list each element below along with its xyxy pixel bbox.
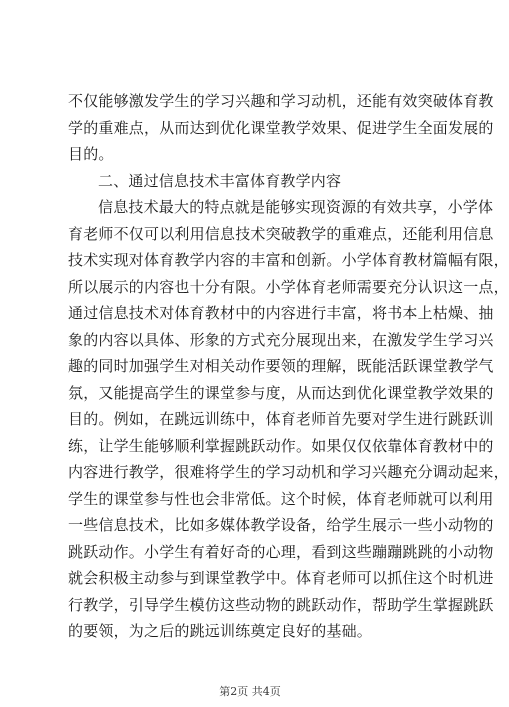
text-line: 氛，又能提高学生的课堂参与度，从而达到优化课堂教学效果的 — [68, 383, 494, 402]
section-heading: 二、通过信息技术丰富体育教学内容 — [98, 171, 342, 190]
text-line: 行教学，引导学生模仿这些动物的跳跃动作，帮助学生掌握跳跃 — [68, 595, 494, 614]
page-footer: 第2页 共4页 — [219, 685, 281, 698]
text-line: 育老师不仅可以利用信息技术突破教学的重难点，还能利用信息 — [68, 224, 494, 243]
text-line: 技术实现对体育教学内容的丰富和创新。小学体育教材篇幅有限， — [68, 251, 509, 269]
text-line: 学生的课堂参与性也会非常低。这个时候，体育老师就可以利用 — [68, 489, 494, 508]
text-line: 象的内容以具体、形象的方式充分展现出来，在激发学生学习兴 — [68, 330, 494, 349]
text-line: 目的。例如，在跳远训练中，体育老师首先要对学生进行跳跃训 — [68, 410, 494, 428]
text-line: 学的重难点，从而达到优化课堂教学效果、促进学生全面发展的 — [68, 118, 494, 137]
text-line: 所以展示的内容也十分有限。小学体育老师需要充分认识这一点， — [68, 277, 509, 296]
text-line: 的要领，为之后的跳远训练奠定良好的基础。 — [68, 622, 373, 640]
text-line: 一些信息技术，比如多媒体教学设备，给学生展示一些小动物的 — [68, 516, 494, 534]
text-line: 内容进行教学，很难将学生的学习动机和学习兴趣充分调动起来， — [68, 463, 509, 481]
text-line: 目的。 — [68, 145, 114, 163]
document-body — [68, 88, 509, 645]
text-line: 练，让学生能够顺利掌握跳跃动作。如果仅仅依靠体育教材中的 — [68, 436, 494, 455]
text-line: 跳跃动作。小学生有着好奇的心理，看到这些蹦蹦跳跳的小动物 — [68, 542, 494, 561]
text-line: 不仅能够激发学生的学习兴趣和学习动机，还能有效突破体育教 — [68, 92, 494, 110]
text-line: 通过信息技术对体育教材中的内容进行丰富，将书本上枯燥、抽 — [68, 304, 494, 322]
text-line: 趣的同时加强学生对相关动作要领的理解，既能活跃课堂教学气 — [68, 357, 494, 375]
text-line: 就会积极主动参与到课堂教学中。体育老师可以抓住这个时机进 — [68, 569, 494, 587]
text-line: 信息技术最大的特点就是能够实现资源的有效共享，小学体 — [98, 198, 494, 216]
